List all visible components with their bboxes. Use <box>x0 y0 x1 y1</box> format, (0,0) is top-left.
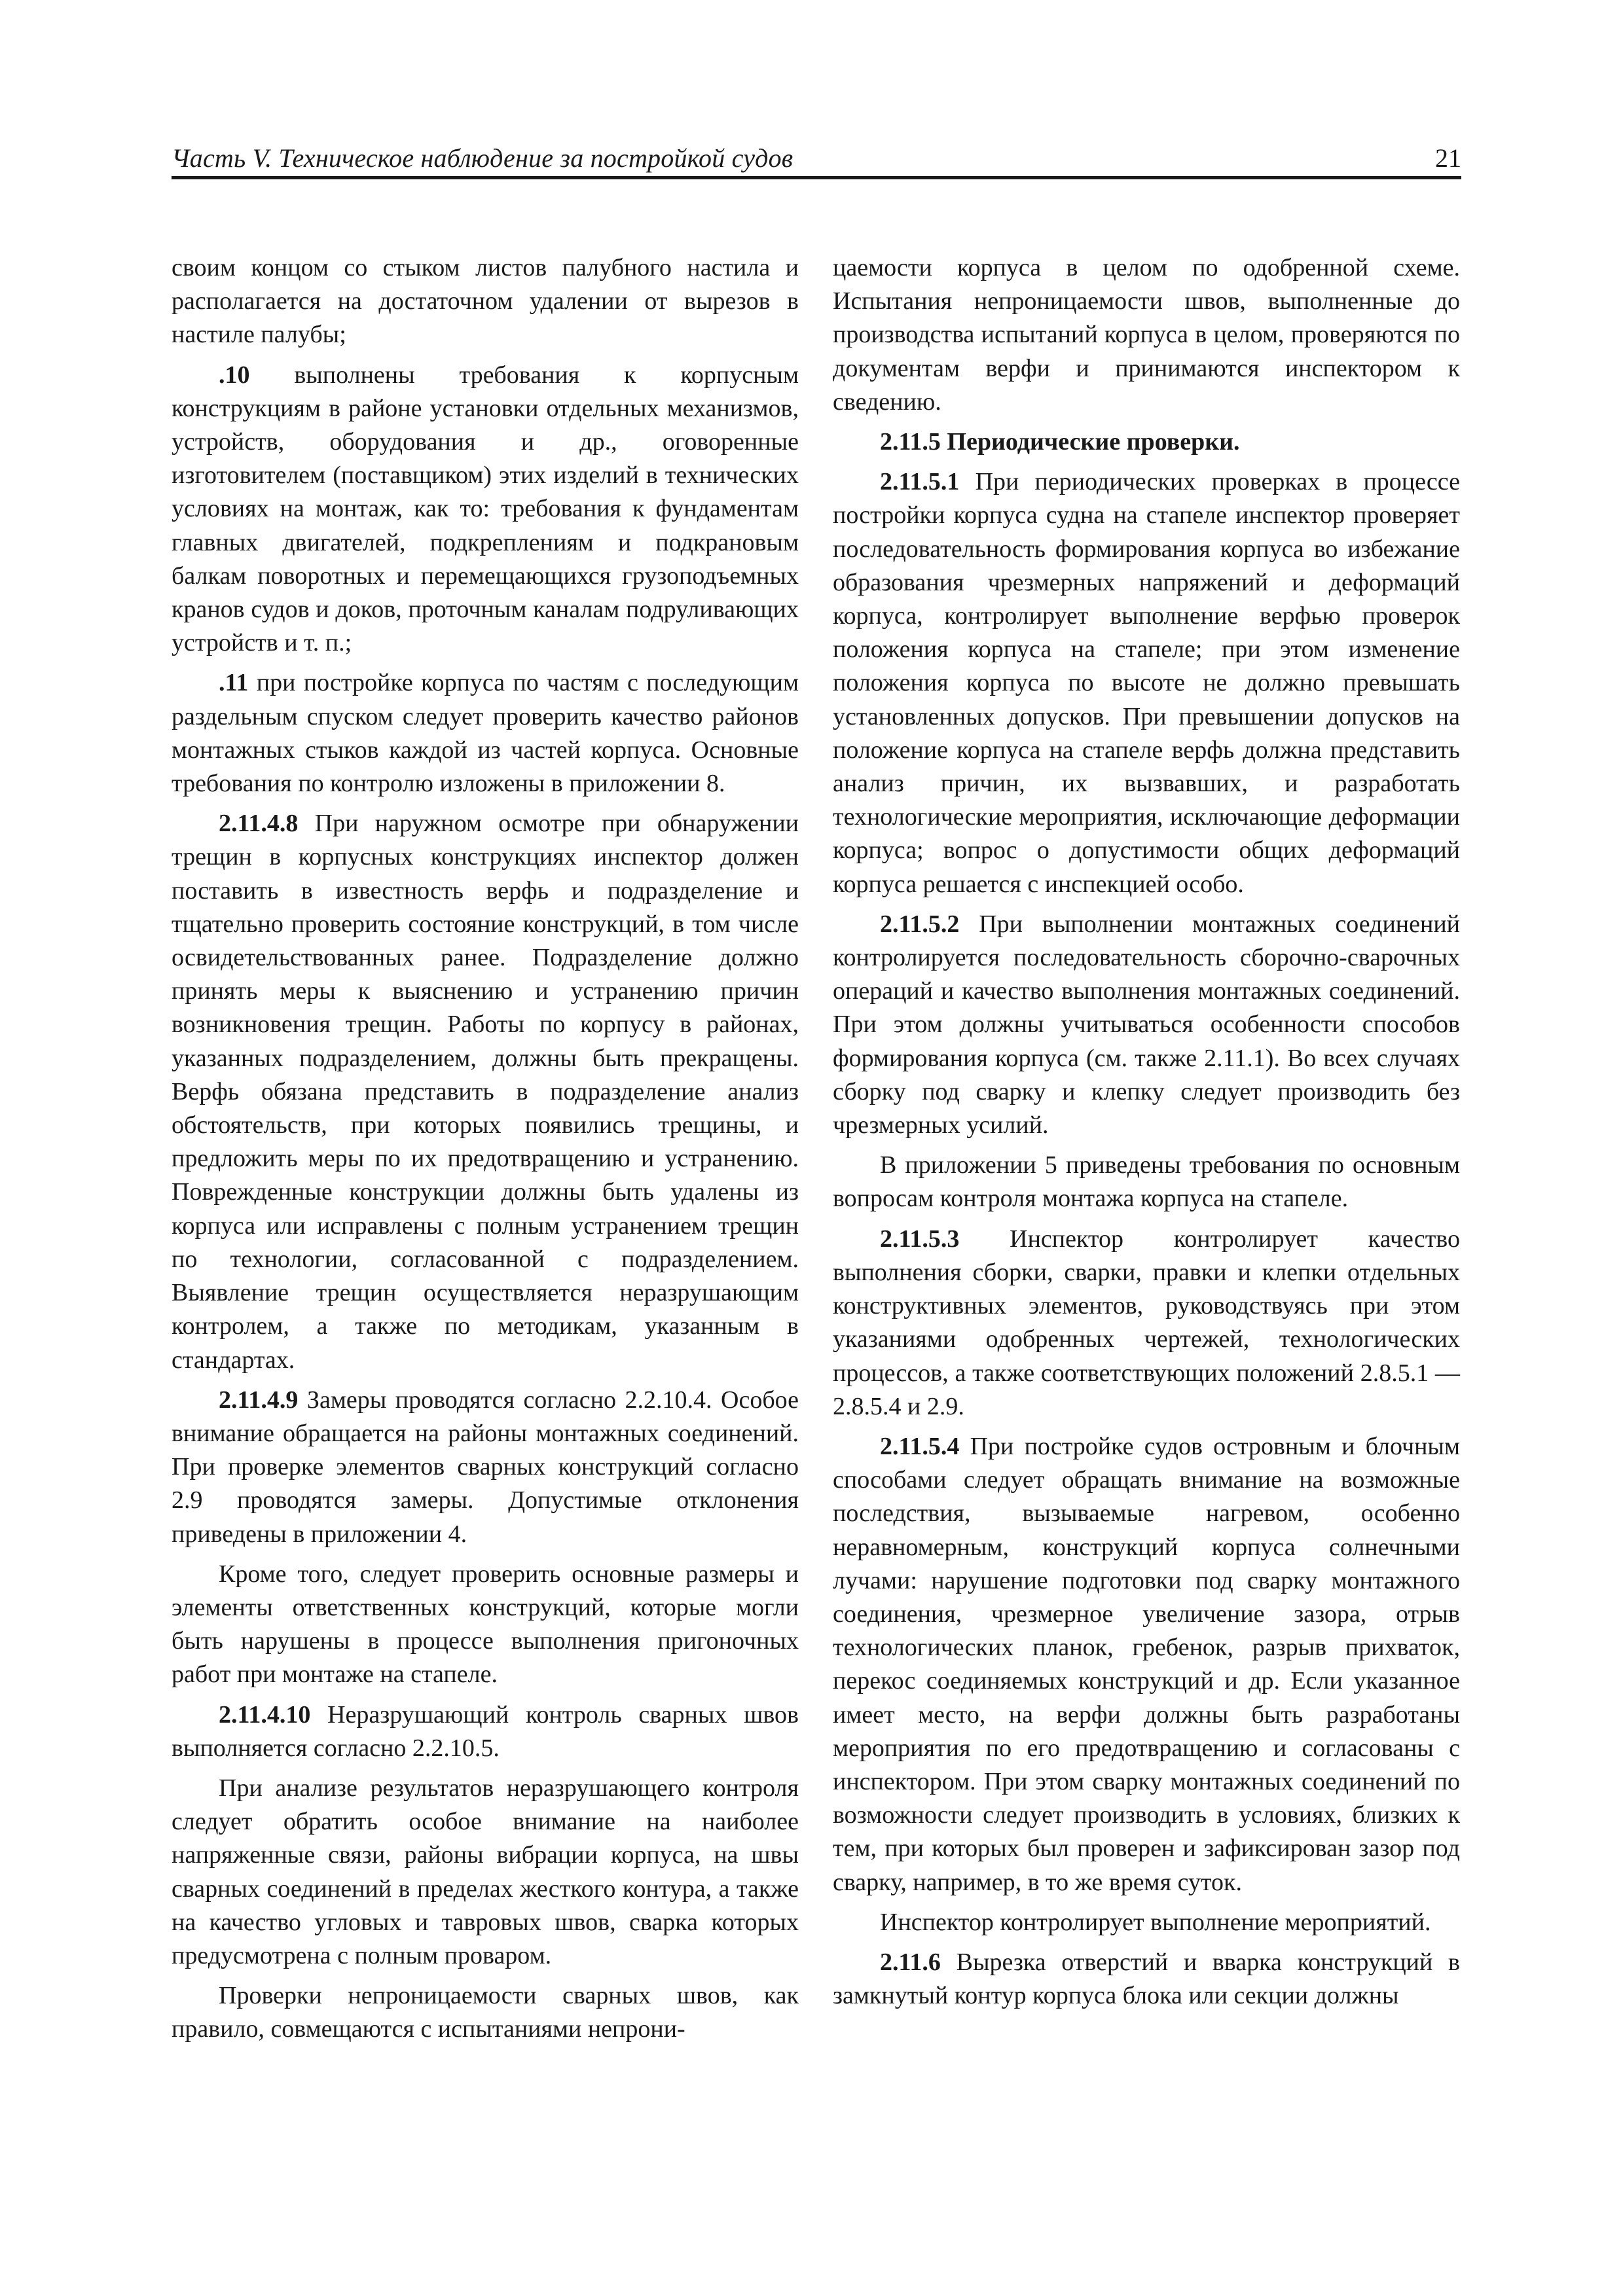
paragraph <box>172 359 799 660</box>
paragraph-text: Замеры проводятся согласно 2.2.10.4. Особое внимание обращается на районы монтажных соединений. При проверке элементов сварных конструкций согласно 2.9 проводятся замеры. Допустимые отклонения приведены в приложении 4. <box>172 1386 799 1548</box>
paragraph <box>833 1149 1460 1215</box>
section-number: 2.11.4.9 <box>219 1386 299 1414</box>
paragraph-text: При постройке судов островным и блочным способами следует обращать внимание на возможные последствия, вызываемые нагревом, особенно неравномерным, конструкций корпуса солнечными лучами: нарушение подготовки под сварку монтажного соединения, чрезмерное увеличение зазора, отрыв технологических планок, гребенок, разрыв прихваток, перекос соединяемых конструкций и др. Если указанное имеет место, на верфи должны быть разработаны мероприятия по его предотвращению и согласованы с инспектором. При этом сварку монтажных соединений по возможности следует производить в условиях, близких к тем, при которых был проверен и зафиксирован зазор под сварку, например, в то же время суток. <box>833 1432 1460 1896</box>
item-number: .11 <box>219 669 249 697</box>
paragraph-text: Инспектор контролирует качество выполнения сборки, сварки, правки и клепки отдельных конструктивных элементов, руководствуясь при этом указаниями одобренных чертежей, технологических процессов, а также соответствующих положений 2.8.5.1 — 2.8.5.4 и 2.9. <box>833 1225 1460 1420</box>
paragraph <box>833 1223 1460 1424</box>
paragraph-text: цаемости корпуса в целом по одобренной схеме. Испытания непроницаемости швов, выполненные до производства испытаний корпуса в целом, проверяются по документам верфи и принимаются инспектором к сведению. <box>833 254 1460 416</box>
heading-text: 2.11.5 Периодические проверки. <box>880 428 1240 456</box>
paragraph-text: Инспектор контролирует выполнение мероприятий. <box>880 1908 1431 1936</box>
item-number: .10 <box>219 361 250 389</box>
paragraph-text: При периодических проверках в процессе постройки корпуса судна на стапеле инспектор проверяет последовательность формирования корпуса во избежание образования чрезмерных напряжений и деформаций корпуса, контролирует выполнение верфью проверок положения корпуса на стапеле; при этом изменение положения корпуса по высоте не должно превышать установленных допусков. При превышении допусков на положение корпуса на стапеле верфь должна представить анализ причин, их вызвавших, и разработать технологические мероприятия, исключающие деформации корпуса; вопрос о допустимости общих деформаций корпуса решается с инспекцией особо. <box>833 468 1460 898</box>
paragraph-text: при постройке корпуса по частям с последующим раздельным спуском следует проверить качество районов монтажных стыков каждой из частей корпуса. Основные требования по контролю изложены в приложении 8. <box>172 669 799 798</box>
left-column <box>172 251 799 2047</box>
section-number: 2.11.5.4 <box>880 1432 960 1460</box>
paragraph-text: В приложении 5 приведены требования по основным вопросам контроля монтажа корпуса на стапеле. <box>833 1151 1460 1213</box>
paragraph <box>172 1384 799 1551</box>
page-number: 21 <box>1435 143 1461 173</box>
header-title: Часть V. Техническое наблюдение за постройкой судов <box>172 143 793 173</box>
section-number: 2.11.5.1 <box>880 468 960 496</box>
section-heading <box>833 425 1460 459</box>
paragraph-text: При выполнении монтажных соединений контролируется последовательность сборочно-сварочных операций и качество выполнения монтажных соединений. При этом должны учитываться особенности способов формирования корпуса (см. также 2.11.1). Во всех случаях сборку под сварку и клепку следует производить без чрезмерных усилий. <box>833 910 1460 1139</box>
section-number: 2.11.6 <box>880 1948 941 1976</box>
paragraph-text: выполнены требования к корпусным конструкциям в районе установки отдельных механизмов, устройств, оборудования и др., оговоренные изготовителем (поставщиком) этих изделий в технических условиях на монтаж, как то: требования к фундаментам главных двигателей, подкреплениям и подкрановым балкам поворотных и перемещающихся грузоподъемных кранов судов и доков, проточным каналам подруливающих устройств и т. п.; <box>172 361 799 657</box>
paragraph-text: Кроме того, следует проверить основные размеры и элементы ответственных конструкций, которые могли быть нарушены в процессе выполнения пригоночных работ при монтаже на стапеле. <box>172 1560 799 1689</box>
paragraph <box>172 251 799 352</box>
paragraph-text: Проверки непроницаемости сварных швов, как правило, совмещаются с испытаниями непрони- <box>172 1982 799 2043</box>
paragraph <box>833 1946 1460 2013</box>
section-number: 2.11.4.10 <box>219 1700 311 1729</box>
running-header <box>172 139 1461 179</box>
paragraph <box>833 1430 1460 1899</box>
paragraph <box>172 666 799 800</box>
paragraph-text: своим концом со стыком листов палубного настила и располагается на достаточном удалении от вырезов в настиле палубы; <box>172 254 799 349</box>
paragraph <box>833 1906 1460 1939</box>
paragraph-text: При анализе результатов неразрушающего контроля следует обратить особое внимание на наиболее напряженные связи, районы вибрации корпуса, на швы сварных соединений в пределах жесткого контура, а также на качество угловых и тавровых швов, сварка которых предусмотрена с полным проваром. <box>172 1774 799 1969</box>
paragraph-text: При наружном осмотре при обнаружении трещин в корпусных конструкциях инспектор должен поставить в известность верфь и подразделение и тщательно проверить состояние конструкций, в том числе освидетельствованных ранее. Подразделение должно принять меры к выяснению и устранению причин возникновения трещин. Работы по корпусу в районах, указанных подразделением, должны быть прекращены. Верфь обязана представить в подразделение анализ обстоятельств, при которых появились трещины, и предложить меры по их предотвращению и устранению. Поврежденные конструкции должны быть удалены из корпуса или исправлены с полным устранением трещин по технологии, согласованной с подразделением. Выявление трещин осуществляется неразрушающим контролем, а также по методикам, указанным в стандартах. <box>172 810 799 1374</box>
paragraph <box>833 908 1460 1142</box>
section-number: 2.11.5.3 <box>880 1225 960 1253</box>
paragraph <box>172 1979 799 2046</box>
paragraph-text: Неразрушающий контроль сварных швов выполняется согласно 2.2.10.5. <box>172 1700 799 1762</box>
section-number: 2.11.5.2 <box>880 910 960 938</box>
paragraph <box>172 1558 799 1692</box>
paragraph <box>833 465 1460 901</box>
section-number: 2.11.4.8 <box>219 810 299 838</box>
right-column <box>833 251 1460 2013</box>
paragraph <box>833 251 1460 419</box>
paragraph <box>172 1772 799 1973</box>
paragraph-text: Вырезка отверстий и вварка конструкций в замкнутый контур корпуса блока или секции должны <box>833 1948 1460 2010</box>
paragraph <box>172 807 799 1376</box>
paragraph <box>172 1698 799 1765</box>
